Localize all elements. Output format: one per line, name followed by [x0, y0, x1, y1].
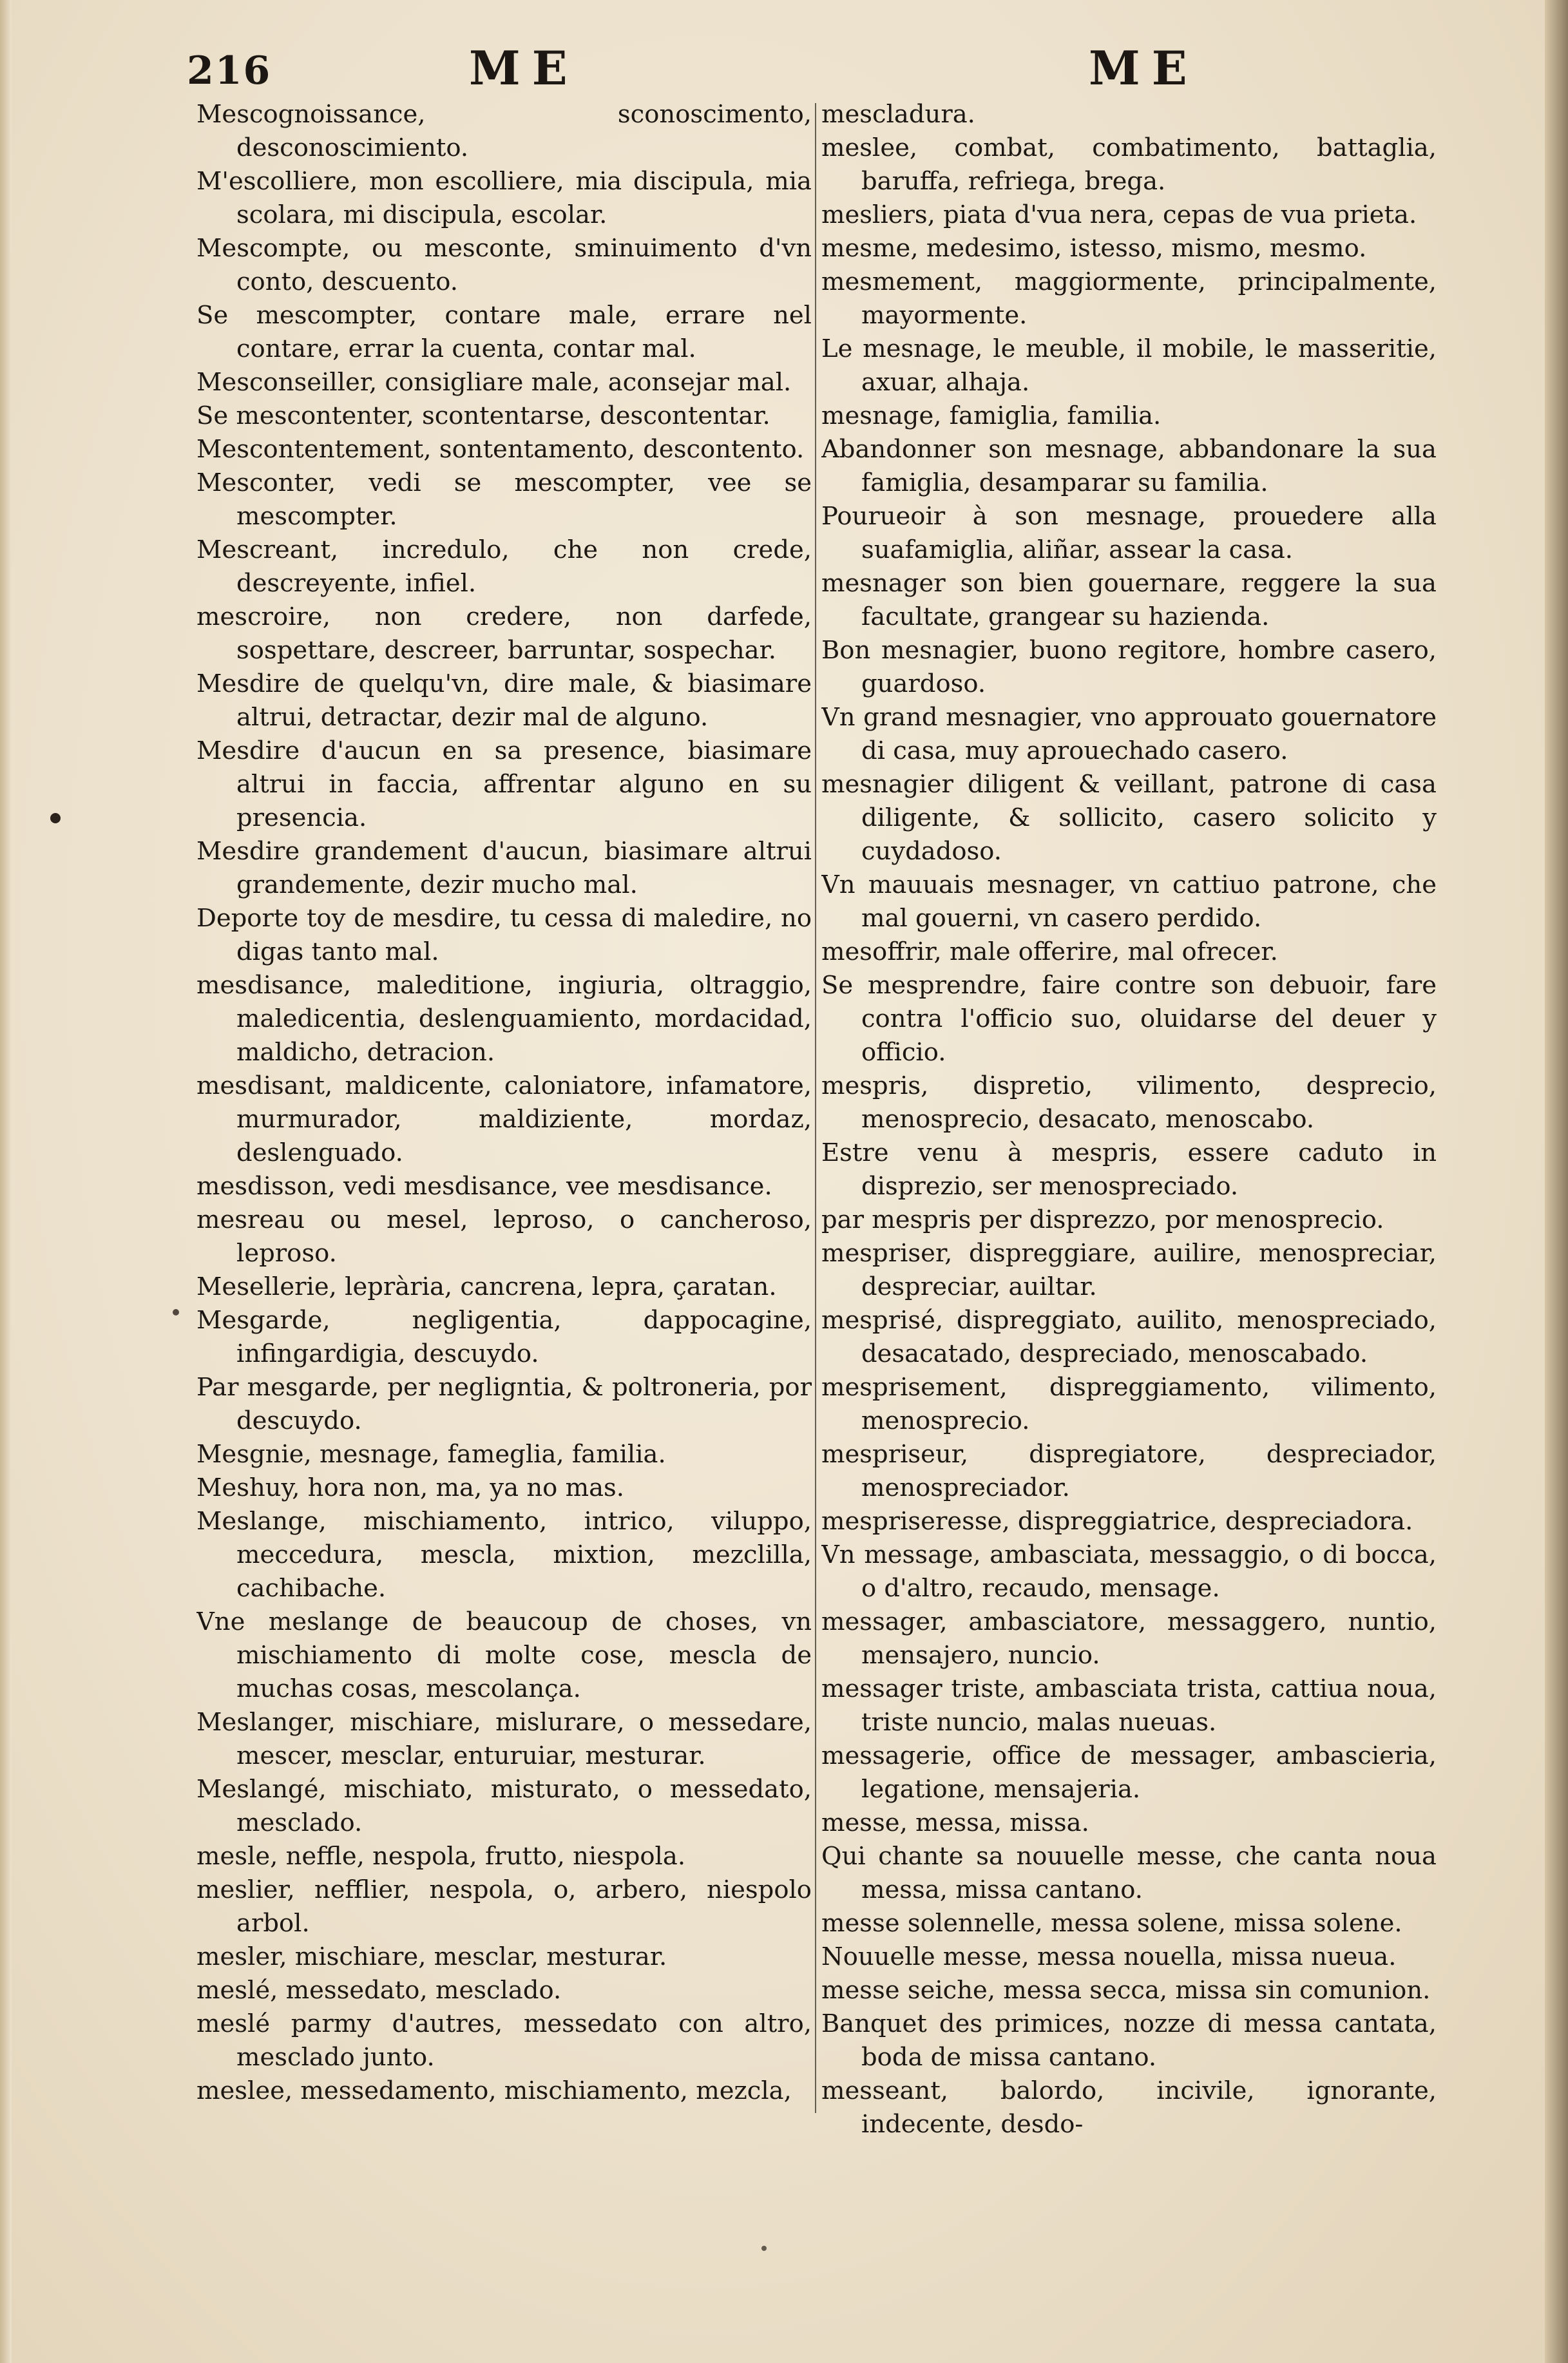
left-column-entry: Mesconseiller, consigliare male, aconsejar mal.	[196, 368, 792, 397]
left-column-entry: Meslanger, mischiare, mislurare, o messedare, mescer, mesclar, enturuiar, mesturar.	[196, 1708, 812, 1770]
left-column-entry: Mesdire d'aucun en sa presence, biasimare altrui in faccia, affrentar alguno en su presencia.	[196, 736, 812, 832]
right-column-entry: Bon mesnagier, buono regitore, hombre casero, guardoso.	[821, 636, 1437, 698]
right-column-entry: par mespris per disprezzo, por menosprecio.	[821, 1205, 1384, 1234]
right-column-entry: mespriseresse, dispreggiatrice, despreciadora.	[821, 1507, 1413, 1536]
left-column-entry: mesdisant, maldicente, caloniatore, infamatore, murmurador, maldiziente, mordaz, deslenguado.	[196, 1071, 812, 1167]
left-column-entry: mesdisance, maleditione, ingiuria, oltraggio, maledicentia, deslenguamiento, mordacidad, maldicho, detracion.	[196, 971, 812, 1067]
left-column-entry: Mescreant, incredulo, che non crede, descreyente, infiel.	[196, 535, 812, 598]
running-head-right: ME	[1089, 41, 1199, 95]
right-column-entry: mespris, dispretio, vilimento, desprecio, menosprecio, desacato, menoscabo.	[821, 1071, 1437, 1134]
right-column-entry: messe seiche, messa secca, missa sin comunion.	[821, 1976, 1431, 2005]
right-column-entry: Banquet des primices, nozze di messa cantata, boda de missa cantano.	[821, 2009, 1437, 2072]
left-column-entry: mesdisson, vedi mesdisance, vee mesdisance.	[196, 1172, 772, 1201]
ink-spot	[761, 2246, 767, 2251]
right-column-entry: mesprisement, dispreggiamento, vilimento, menosprecio.	[821, 1373, 1437, 1435]
left-column-entry: Mesdire grandement d'aucun, biasimare altrui grandemente, dezir mucho mal.	[196, 837, 812, 899]
right-column-entry: mesmement, maggiormente, principalmente, mayormente.	[821, 267, 1437, 330]
left-column-entry: M'escolliere, mon escolliere, mia discipula, mia scolara, mi discipula, escolar.	[196, 167, 812, 229]
right-column-entry: messager triste, ambasciata trista, cattiua noua, triste nuncio, malas nueuas.	[821, 1674, 1437, 1737]
right-column-entry: messe solennelle, messa solene, missa solene.	[821, 1909, 1402, 1938]
right-column-entry: mesnager son bien gouernare, reggere la sua facultate, grangear su hazienda.	[821, 569, 1437, 631]
right-column-entry: messeant, balordo, incivile, ignorante, indecente, desdo-	[821, 2076, 1437, 2139]
right-column-entry: Pourueoir à son mesnage, prouedere alla suafamiglia, aliñar, assear la casa.	[821, 502, 1437, 564]
left-column-entry: Mesgnie, mesnage, fameglia, familia.	[196, 1440, 666, 1469]
right-column-entry: Vn mauuais mesnager, vn cattiuo patrone, che mal gouerni, vn casero perdido.	[821, 870, 1437, 933]
page-header	[0, 35, 1568, 106]
ink-spot	[173, 1309, 179, 1315]
left-column-entry: Se mescompter, contare male, errare nel contare, errar la cuenta, contar mal.	[196, 301, 812, 363]
left-column-entry: Par mesgarde, per negligntia, & poltroneria, por descuydo.	[196, 1373, 812, 1435]
left-column-entry: Meslange, mischiamento, intrico, viluppo, meccedura, mescla, mixtion, mezclilla, cachibache.	[196, 1507, 812, 1603]
ink-spot	[50, 813, 61, 823]
right-column-entry: Vn message, ambasciata, messaggio, o di bocca, o d'altro, recaudo, mensage.	[821, 1540, 1437, 1603]
left-column-entry: Mesgarde, negligentia, dappocagine, infingardigia, descuydo.	[196, 1306, 812, 1368]
column-divider	[815, 103, 816, 2113]
right-column-entry: mesnage, famiglia, familia.	[821, 401, 1162, 430]
right-column-entry: Nouuelle messe, messa nouella, missa nueua.	[821, 1942, 1397, 1971]
left-column-entry: Vne meslange de beaucoup de choses, vn mischiamento di molte cose, mescla de muchas cosas, mescolança.	[196, 1607, 812, 1703]
left-column-entry: mesreau ou mesel, leproso, o cancheroso, leproso.	[196, 1205, 812, 1268]
page-number: 216	[187, 48, 272, 93]
right-column	[821, 98, 1437, 2159]
right-column-entry: mescladura.	[821, 100, 975, 129]
left-column-entry: Mesdire de quelqu'vn, dire male, & biasimare altrui, detractar, dezir mal de alguno.	[196, 669, 812, 732]
running-head-left: ME	[469, 41, 579, 95]
right-column-entry: Abandonner son mesnage, abbandonare la sua famiglia, desamparar su familia.	[821, 435, 1437, 497]
left-column-entry: meslé, messedato, mesclado.	[196, 1976, 562, 2005]
right-column-entry: mesme, medesimo, istesso, mismo, mesmo.	[821, 234, 1367, 263]
left-column-entry: Meshuy, hora non, ma, ya no mas.	[196, 1473, 625, 1502]
left-column-entry: Mescognoissance, sconoscimento, desconoscimiento.	[196, 100, 812, 162]
right-column-entry: mesprisé, dispreggiato, auilito, menospreciado, desacatado, despreciado, menoscabado.	[821, 1306, 1437, 1368]
left-column	[196, 98, 812, 2159]
left-column-entry: Se mescontenter, scontentarse, descontentar.	[196, 401, 770, 430]
left-column-entry: Mesellerie, leprària, cancrena, lepra, çaratan.	[196, 1272, 777, 1301]
right-column-entry: meslee, combat, combatimento, battaglia, baruffa, refriega, brega.	[821, 133, 1437, 196]
left-column-entry: Meslangé, mischiato, misturato, o messedato, mesclado.	[196, 1775, 812, 1837]
left-column-entry: meslee, messedamento, mischiamento, mezcla,	[196, 2076, 792, 2105]
left-column-entry: Mescompte, ou mesconte, sminuimento d'vn conto, descuento.	[196, 234, 812, 296]
left-column-entry: Deporte toy de mesdire, tu cessa di maledire, no digas tanto mal.	[196, 904, 812, 966]
right-column-entry: mesnagier diligent & veillant, patrone di casa diligente, & sollicito, casero solicito y cuydadoso.	[821, 770, 1437, 866]
right-column-entry: mesoffrir, male offerire, mal ofrecer.	[821, 937, 1278, 966]
right-column-entry: mespriser, dispreggiare, auilire, menospreciar, despreciar, auiltar.	[821, 1239, 1437, 1301]
right-column-entry: Qui chante sa nouuelle messe, che canta noua messa, missa cantano.	[821, 1842, 1437, 1904]
left-column-entry: mesle, neffle, nespola, frutto, niespola.	[196, 1842, 686, 1871]
left-column-entry: mesler, mischiare, mesclar, mesturar.	[196, 1942, 667, 1971]
left-column-entry: meslé parmy d'autres, messedato con altro, mesclado junto.	[196, 2009, 812, 2072]
right-column-entry: messager, ambasciatore, messaggero, nuntio, mensajero, nuncio.	[821, 1607, 1437, 1670]
page-left-edge	[0, 0, 12, 2363]
right-column-entry: Se mesprendre, faire contre son debuoir, fare contra l'officio suo, oluidarse del deuer y officio.	[821, 971, 1437, 1067]
right-column-entry: Vn grand mesnagier, vno approuato gouernatore di casa, muy aprouechado casero.	[821, 703, 1437, 765]
right-column-entry: mespriseur, dispregiatore, despreciador, menospreciador.	[821, 1440, 1437, 1502]
left-column-entry: mescroire, non credere, non darfede, sospettare, descreer, barruntar, sospechar.	[196, 602, 812, 665]
right-column-entry: Estre venu à mespris, essere caduto in disprezio, ser menospreciado.	[821, 1138, 1437, 1201]
right-column-entry: messe, messa, missa.	[821, 1808, 1089, 1837]
right-column-entry: Le mesnage, le meuble, il mobile, le masseritie, axuar, alhaja.	[821, 334, 1437, 397]
left-column-entry: Mescontentement, sontentamento, descontento.	[196, 435, 805, 464]
left-column-entry: Mesconter, vedi se mescompter, vee se mescompter.	[196, 468, 812, 531]
right-column-entry: messagerie, office de messager, ambascieria, legatione, mensajeria.	[821, 1741, 1437, 1804]
left-column-entry: meslier, nefflier, nespola, o, arbero, niespolo arbol.	[196, 1875, 812, 1938]
right-column-entry: mesliers, piata d'vua nera, cepas de vua prieta.	[821, 200, 1417, 229]
page-right-edge	[1545, 0, 1568, 2363]
